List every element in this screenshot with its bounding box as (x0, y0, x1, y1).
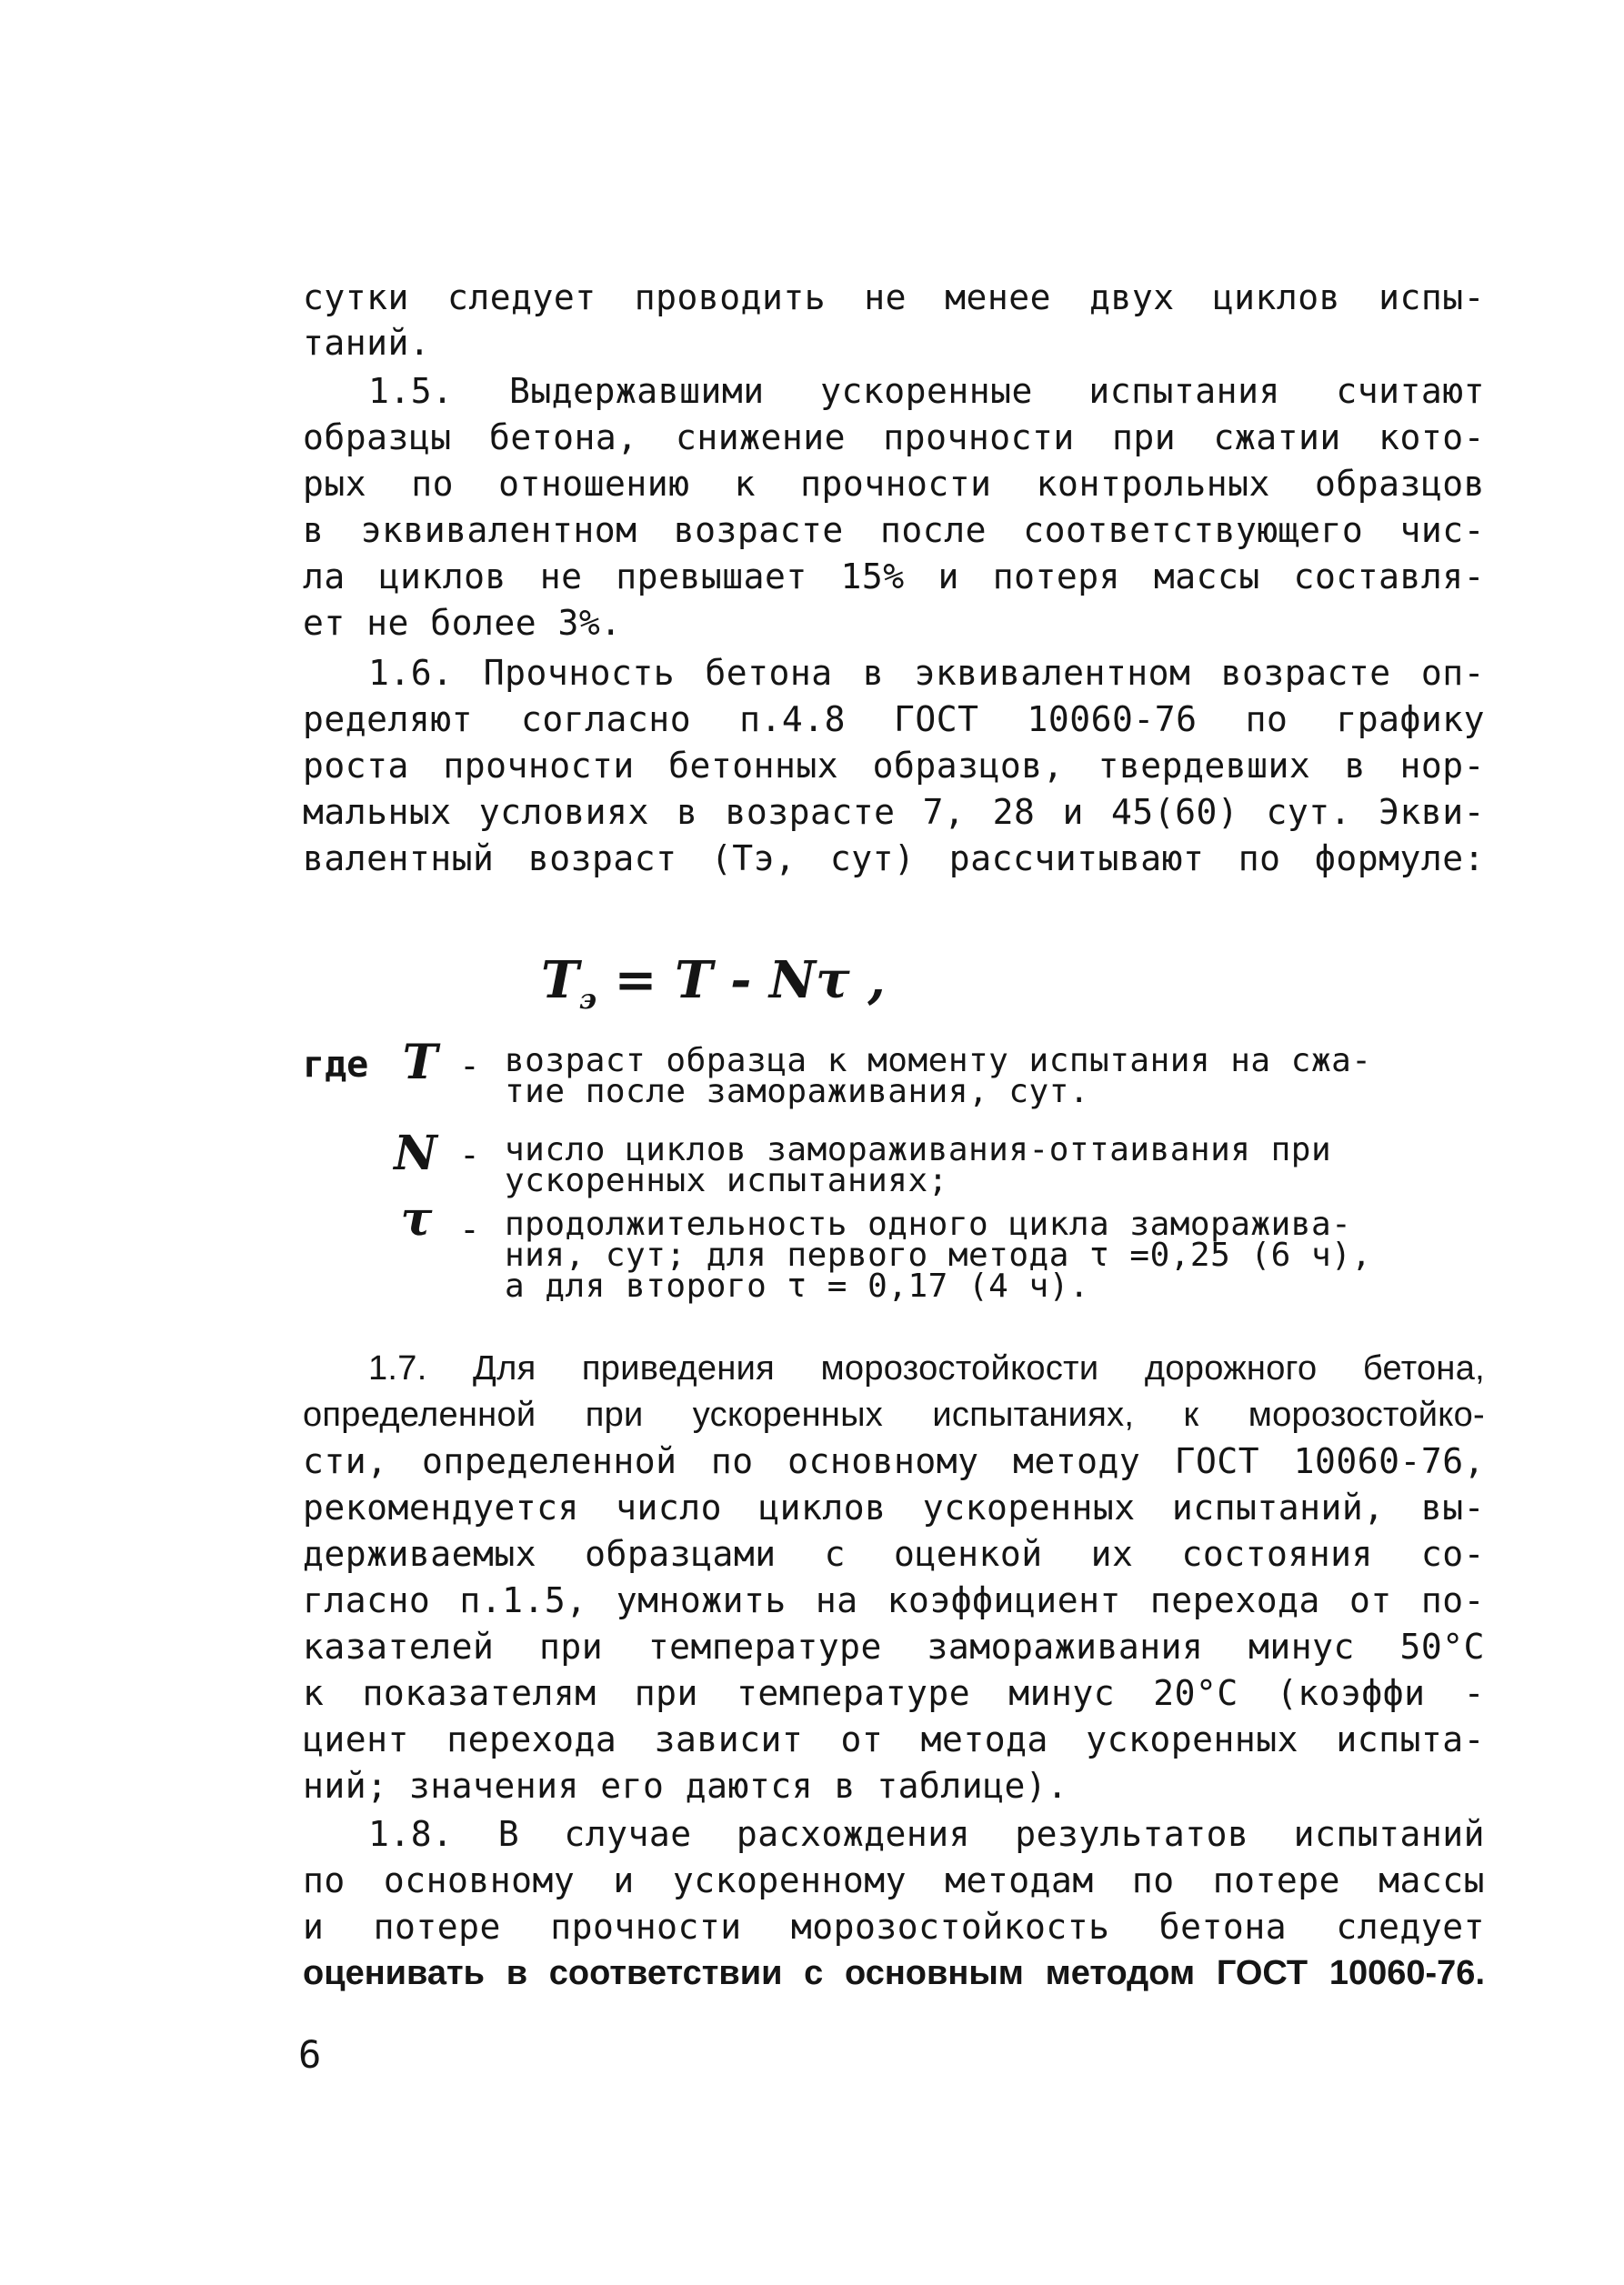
para-1-8-line: по основному и ускоренному методам по потере массы (303, 1860, 1485, 1900)
para-1-6-line: мальных условиях в возрасте 7, 28 и 45(60) сут. Экви- (303, 792, 1485, 832)
para-1-5-line: ет не более 3%. (303, 603, 622, 643)
def-tau-line: ния, сут; для первого метода τ =0,25 (6 ч), (505, 1237, 1372, 1274)
def-symbol-T: T (402, 1035, 438, 1090)
def-N-line: число циклов замораживания-оттаивания при (505, 1131, 1332, 1168)
para-1-5-line: образцы бетона, снижение прочности при сжатии кото- (303, 417, 1485, 457)
para-1-6-line: 1.6. Прочность бетона в эквивалентном возрасте оп- (368, 653, 1485, 693)
para-1-7-line: гласно п.1.5, умножить на коэффициент перехода от по- (303, 1580, 1485, 1620)
para-1-5-line: ла циклов не превышает 15% и потеря массы составля- (303, 556, 1485, 596)
para-1-7-line: определенной при ускоренных испытаниях, к морозостойко- (303, 1396, 1485, 1434)
para-1-6-line: ределяют согласно п.4.8 ГОСТ 10060-76 по графику (303, 699, 1485, 739)
where-label: где (303, 1044, 369, 1086)
def-tau-line: продолжительность одного цикла заморажива- (505, 1206, 1352, 1243)
formula-lhs-sub: э (578, 984, 597, 1017)
para-1-7-line: ний; значения его даются в таблице). (303, 1766, 1068, 1806)
age-formula (541, 950, 886, 1016)
def-symbol-N: N (394, 1126, 437, 1181)
def-dash: - (459, 1135, 480, 1175)
para-1-7-line: держиваемых образцами с оценкой их состояния со- (303, 1534, 1485, 1574)
para-1-8-line: и потере прочности морозостойкость бетона следует (303, 1907, 1485, 1947)
def-symbol-tau: τ (400, 1191, 433, 1247)
para-1-7-line: циент перехода зависит от метода ускоренных испыта- (303, 1719, 1485, 1759)
def-T-line: тие после замораживания, сут. (505, 1073, 1090, 1110)
text-line: сутки следует проводить не менее двух циклов испы- (303, 277, 1485, 317)
para-1-6-line: роста прочности бетонных образцов, твердевших в нор- (303, 746, 1485, 786)
para-1-8-line: оценивать в соответствии с основным методом ГОСТ 10060-76. (303, 1954, 1485, 1992)
para-1-8-line: 1.8. В случае расхождения результатов испытаний (368, 1814, 1485, 1854)
para-1-7-line: сти, определенной по основному методу ГОСТ 10060-76, (303, 1441, 1485, 1481)
para-1-6-line: валентный возраст (Tэ, сут) рассчитывают по формуле: (303, 838, 1485, 878)
def-N-line: ускоренных испытаниях; (505, 1162, 948, 1199)
def-dash: - (459, 1046, 480, 1086)
para-1-7-line: 1.7. Для приведения морозостойкости дорожного бетона, (368, 1349, 1485, 1388)
def-T-line: возраст образца к моменту испытания на сжа- (505, 1042, 1372, 1079)
page-number: 6 (298, 2032, 322, 2077)
formula-lhs: T (541, 950, 579, 1010)
para-1-7-line: к показателям при температуре минус 20°C (коэффи - (303, 1673, 1485, 1713)
para-1-5-line: 1.5. Выдержавшими ускоренные испытания считают (368, 371, 1485, 411)
def-tau-line: а для второго τ = 0,17 (4 ч). (505, 1268, 1090, 1305)
para-1-7-line: казателей при температуре замораживания минус 50°C (303, 1627, 1485, 1667)
formula-rhs: = T - Nτ , (596, 950, 886, 1010)
def-dash: - (459, 1209, 480, 1249)
para-1-5-line: в эквивалентном возрасте после соответствующего чис- (303, 510, 1485, 550)
text-line: таний. (303, 323, 431, 363)
para-1-7-line: рекомендуется число циклов ускоренных испытаний, вы- (303, 1488, 1485, 1528)
para-1-5-line: рых по отношению к прочности контрольных образцов (303, 464, 1485, 504)
